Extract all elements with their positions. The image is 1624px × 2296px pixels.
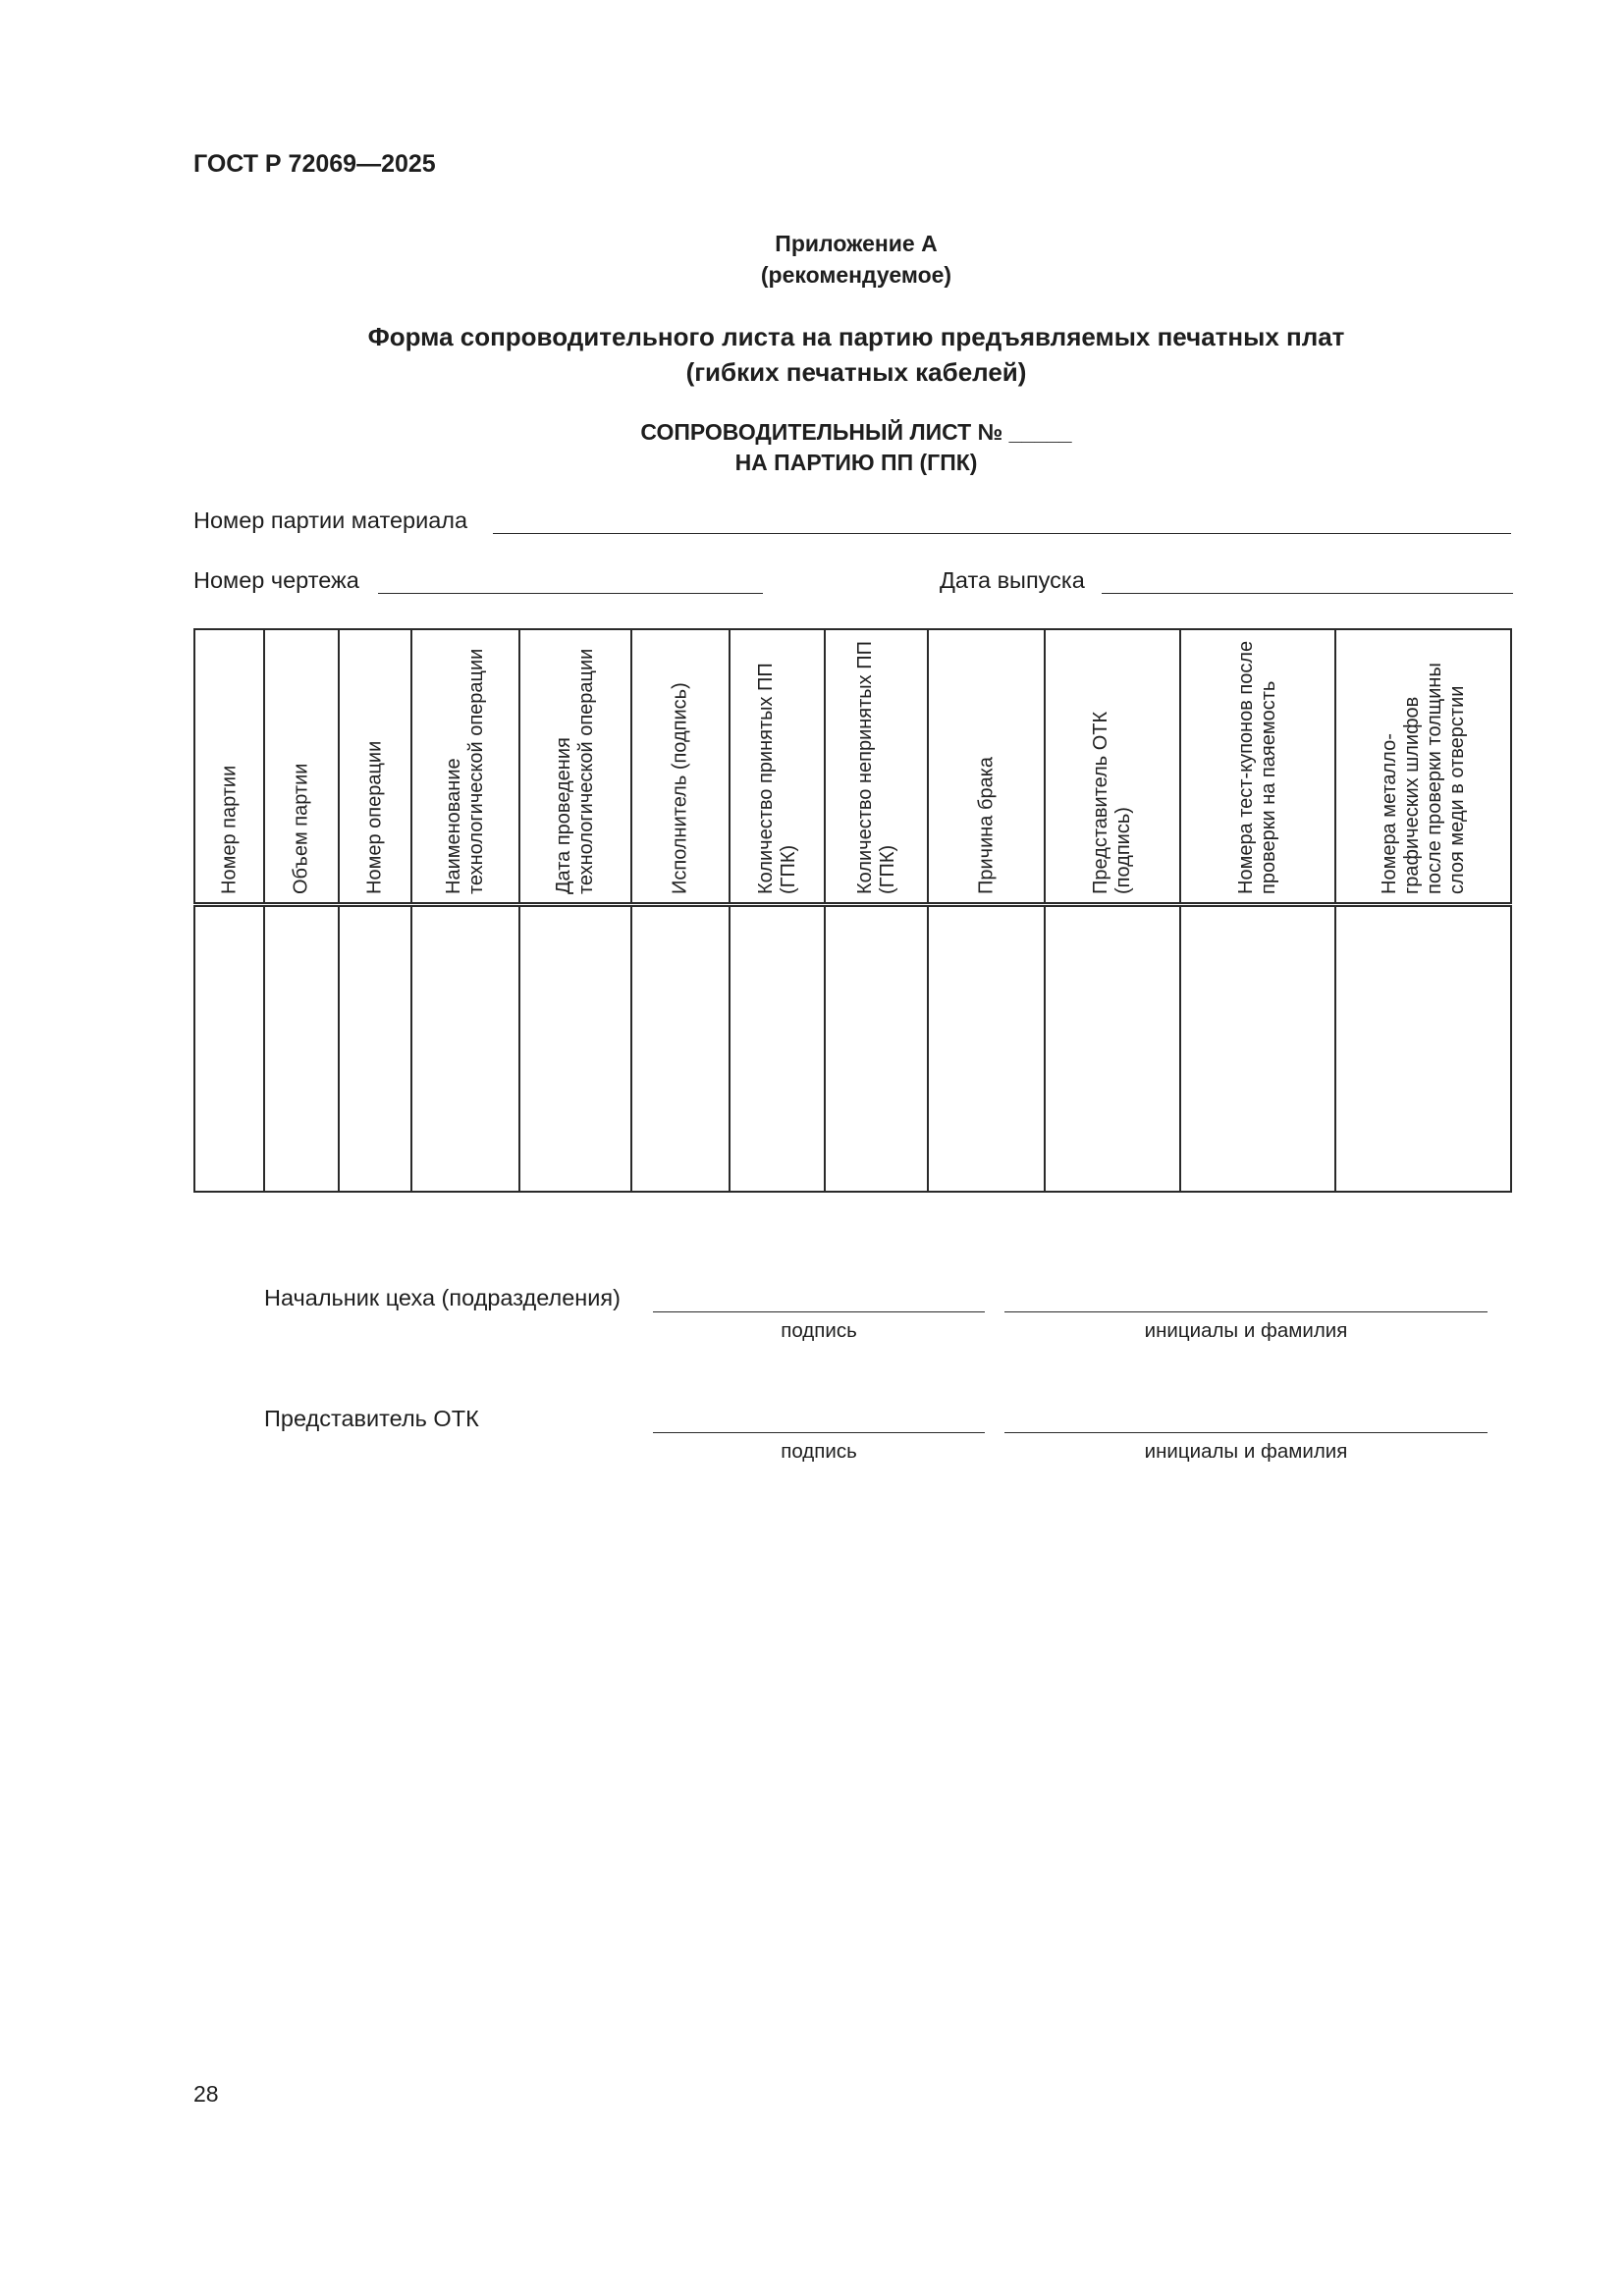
- column-header-label: Представитель ОТК (подпись): [1090, 711, 1134, 894]
- release-date-line[interactable]: [1102, 593, 1513, 594]
- column-header: [1045, 629, 1180, 905]
- column-header-label: Номера металло-графических шлифов после проверки толщины слоя меди в отверстии: [1378, 662, 1468, 894]
- column-header-label: Дата проведения технологической операции: [553, 648, 597, 894]
- sheet-title-line2: НА ПАРТИЮ ПП (ГПК): [734, 450, 978, 475]
- column-header-label: Номер партии: [218, 765, 240, 894]
- column-header-label: Количество непринятых ПП (ГПК): [853, 640, 898, 894]
- column-header: [264, 629, 339, 905]
- table-cell[interactable]: [194, 905, 264, 1193]
- column-header: [339, 629, 411, 905]
- batch-table: [193, 628, 1510, 1193]
- table-cell[interactable]: [928, 905, 1045, 1193]
- column-header-label: Наименование технологической операции: [443, 648, 487, 894]
- column-header-label: Количество принятых ПП (ГПК): [754, 662, 799, 894]
- sheet-title-line1: СОПРОВОДИТЕЛЬНЫЙ ЛИСТ № _____: [640, 419, 1072, 445]
- table-cell[interactable]: [730, 905, 825, 1193]
- table-cell[interactable]: [1335, 905, 1511, 1193]
- otk-name-line[interactable]: [1004, 1432, 1488, 1433]
- appendix-title: Приложение А: [775, 231, 938, 256]
- otk-representative-label: Представитель ОТК: [264, 1406, 479, 1431]
- head-signature-caption: подпись: [781, 1319, 857, 1342]
- table-cell[interactable]: [411, 905, 519, 1193]
- column-header: [519, 629, 631, 905]
- drawing-number-label: Номер чертежа: [193, 567, 359, 593]
- page-number: 28: [193, 2081, 219, 2107]
- column-header: [1335, 629, 1511, 905]
- form-title-line2: (гибких печатных кабелей): [685, 357, 1027, 387]
- release-date-label: Дата выпуска: [940, 567, 1085, 593]
- column-header: [928, 629, 1045, 905]
- column-header-label: Номер операции: [363, 740, 386, 894]
- material-batch-label: Номер партии материала: [193, 507, 468, 533]
- column-header: [730, 629, 825, 905]
- head-signature-line[interactable]: [653, 1311, 985, 1312]
- column-header: [411, 629, 519, 905]
- appendix-status: (рекомендуемое): [760, 262, 952, 288]
- table-row: [194, 905, 1511, 1193]
- column-header: [825, 629, 928, 905]
- table-cell[interactable]: [339, 905, 411, 1193]
- form-title: [0, 319, 1624, 390]
- table-cell[interactable]: [631, 905, 730, 1193]
- column-header-label: Объем партии: [290, 763, 312, 894]
- table-cell[interactable]: [825, 905, 928, 1193]
- material-batch-line[interactable]: [493, 533, 1511, 534]
- head-of-shop-label: Начальник цеха (подразделения): [264, 1285, 621, 1310]
- otk-name-caption: инициалы и фамилия: [1144, 1440, 1348, 1463]
- otk-signature-line[interactable]: [653, 1432, 985, 1433]
- table-cell[interactable]: [519, 905, 631, 1193]
- column-header: [194, 629, 264, 905]
- head-name-caption: инициалы и фамилия: [1144, 1319, 1348, 1342]
- table-cell[interactable]: [264, 905, 339, 1193]
- head-name-line[interactable]: [1004, 1311, 1488, 1312]
- sheet-title: [0, 417, 1624, 478]
- column-header: [1180, 629, 1335, 905]
- form-title-line1: Форма сопроводительного листа на партию предъявляемых печатных плат: [367, 322, 1345, 351]
- otk-signature-caption: подпись: [781, 1440, 857, 1463]
- document-code: ГОСТ Р 72069—2025: [193, 150, 436, 178]
- column-header: [631, 629, 730, 905]
- column-header-label: Исполнитель (подпись): [669, 681, 691, 894]
- column-header-label: Причина брака: [975, 756, 997, 894]
- drawing-number-line[interactable]: [378, 593, 763, 594]
- table-header-row: [194, 629, 1511, 905]
- table-cell[interactable]: [1180, 905, 1335, 1193]
- table-cell[interactable]: [1045, 905, 1180, 1193]
- appendix-heading: [0, 228, 1624, 291]
- column-header-label: Номера тест-купонов после проверки на паяемость: [1235, 640, 1279, 894]
